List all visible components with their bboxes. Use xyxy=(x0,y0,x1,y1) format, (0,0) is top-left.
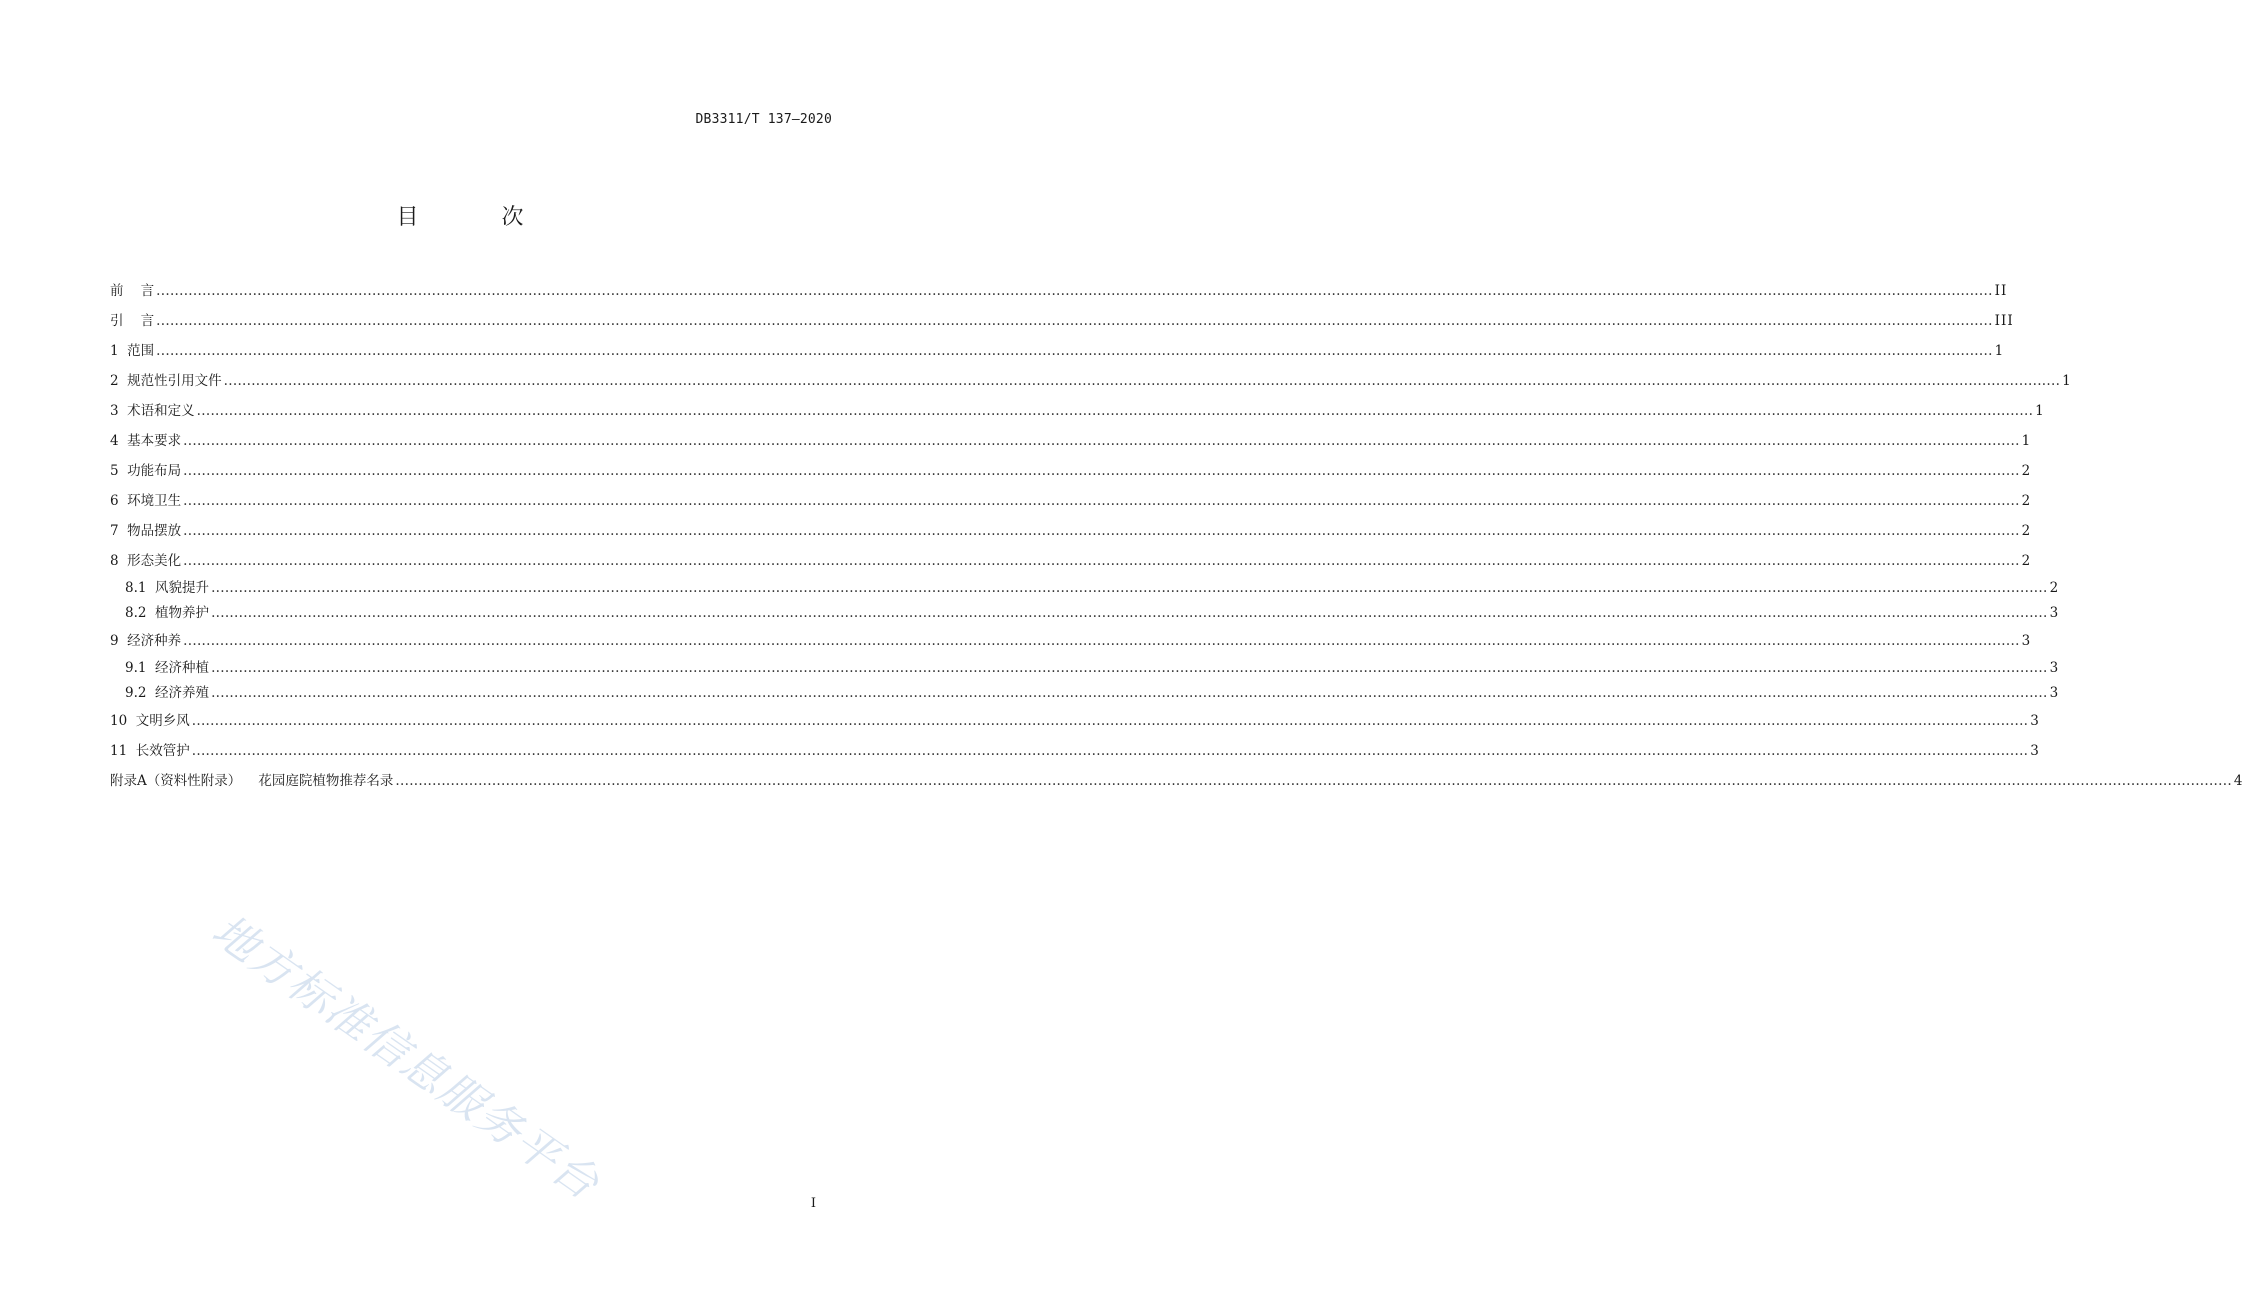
toc-entry-page: 3 xyxy=(2049,660,2060,676)
toc-entry-label: 引 言 xyxy=(110,313,155,329)
toc-entry-page: 1 xyxy=(2035,403,2045,419)
toc-entry[interactable] xyxy=(110,456,2032,486)
toc-entry[interactable] xyxy=(110,576,2060,601)
toc-entry-label: 10 文明乡风 xyxy=(110,713,190,729)
toc-entry-label: 6 环境卫生 xyxy=(110,493,182,509)
toc-entry-page: 3 xyxy=(2030,743,2040,759)
toc-entry-page: 1 xyxy=(2021,433,2032,449)
dot-leader: ................................................................................................................................................................................................................................................................................................................................................................................................................ xyxy=(156,343,1993,359)
toc-entry[interactable] xyxy=(110,366,2072,396)
toc-entry[interactable] xyxy=(110,656,2060,681)
toc-entry[interactable] xyxy=(110,516,2032,546)
table-of-contents xyxy=(110,276,2244,796)
dot-leader: ................................................................................................................................................................................................................................................................................................................................................................................................................ xyxy=(183,553,2020,569)
toc-entry-page: 1 xyxy=(1994,343,2005,359)
toc-entry[interactable] xyxy=(110,626,2032,656)
toc-entry-label: 3 术语和定义 xyxy=(110,403,195,419)
toc-entry[interactable] xyxy=(110,706,2040,736)
toc-entry[interactable] xyxy=(110,396,2045,426)
toc-entry-label: 4 基本要求 xyxy=(110,433,182,449)
toc-entry-label: 5 功能布局 xyxy=(110,463,182,479)
toc-entry[interactable] xyxy=(110,546,2032,576)
toc-entry[interactable] xyxy=(110,736,2040,766)
toc-entry-page: III xyxy=(1994,313,2014,329)
page-title: 目 次 xyxy=(396,205,562,230)
toc-entry-page: 4 xyxy=(2233,773,2244,789)
toc-entry-label: 前 言 xyxy=(110,283,155,299)
toc-entry[interactable] xyxy=(110,681,2060,706)
toc-entry-page: II xyxy=(1994,283,2008,299)
toc-entry-page: 2 xyxy=(2021,493,2032,509)
watermark: 地方标准信息服务平台 xyxy=(202,904,609,1211)
dot-leader: ................................................................................................................................................................................................................................................................................................................................................................................................................ xyxy=(191,713,2029,729)
toc-entry-label: 附录A（资料性附录） 花园庭院植物推荐名录 xyxy=(110,773,394,789)
toc-entry-label: 9 经济种养 xyxy=(110,633,182,649)
toc-entry-label: 11 长效管护 xyxy=(110,743,190,759)
dot-leader: ................................................................................................................................................................................................................................................................................................................................................................................................................ xyxy=(211,685,2048,701)
toc-entry-page: 2 xyxy=(2021,523,2032,539)
dot-leader: ................................................................................................................................................................................................................................................................................................................................................................................................................ xyxy=(183,433,2020,449)
dot-leader: ................................................................................................................................................................................................................................................................................................................................................................................................................ xyxy=(183,493,2020,509)
dot-leader: ................................................................................................................................................................................................................................................................................................................................................................................................................ xyxy=(211,605,2048,621)
dot-leader: ................................................................................................................................................................................................................................................................................................................................................................................................................ xyxy=(183,523,2020,539)
toc-entry[interactable] xyxy=(110,276,2008,306)
toc-entry-page: 3 xyxy=(2049,685,2060,701)
page-number: I xyxy=(810,1196,816,1211)
toc-entry-label: 9.1 经济种植 xyxy=(125,660,210,676)
toc-entry-label: 2 规范性引用文件 xyxy=(110,373,222,389)
toc-entry[interactable] xyxy=(110,426,2032,456)
dot-leader: ................................................................................................................................................................................................................................................................................................................................................................................................................ xyxy=(156,283,1993,299)
document-code: DB3311/T 137—2020 xyxy=(695,112,832,127)
dot-leader: ................................................................................................................................................................................................................................................................................................................................................................................................................ xyxy=(223,373,2061,389)
toc-entry-page: 3 xyxy=(2021,633,2032,649)
toc-entry-label: 8.1 风貌提升 xyxy=(125,580,210,596)
toc-entry-page: 2 xyxy=(2021,553,2032,569)
toc-entry[interactable] xyxy=(110,336,2005,366)
toc-entry-page: 2 xyxy=(2049,580,2060,596)
dot-leader: ................................................................................................................................................................................................................................................................................................................................................................................................................ xyxy=(211,580,2048,596)
toc-entry-label: 1 范围 xyxy=(110,343,155,359)
toc-entry-label: 9.2 经济养殖 xyxy=(125,685,210,701)
toc-entry-label: 7 物品摆放 xyxy=(110,523,182,539)
dot-leader: ................................................................................................................................................................................................................................................................................................................................................................................................................ xyxy=(196,403,2034,419)
toc-entry[interactable] xyxy=(110,486,2032,516)
toc-entry-label: 8.2 植物养护 xyxy=(125,605,210,621)
dot-leader: ................................................................................................................................................................................................................................................................................................................................................................................................................ xyxy=(183,633,2020,649)
dot-leader: ................................................................................................................................................................................................................................................................................................................................................................................................................ xyxy=(211,660,2048,676)
toc-entry-page: 1 xyxy=(2062,373,2072,389)
dot-leader: ................................................................................................................................................................................................................................................................................................................................................................................................................ xyxy=(395,773,2232,789)
toc-entry-page: 3 xyxy=(2030,713,2040,729)
toc-entry-label: 8 形态美化 xyxy=(110,553,182,569)
toc-entry[interactable] xyxy=(110,766,2244,796)
toc-entry[interactable] xyxy=(110,601,2060,626)
toc-entry-page: 2 xyxy=(2021,463,2032,479)
dot-leader: ................................................................................................................................................................................................................................................................................................................................................................................................................ xyxy=(183,463,2020,479)
dot-leader: ................................................................................................................................................................................................................................................................................................................................................................................................................ xyxy=(156,313,1993,329)
toc-entry-page: 3 xyxy=(2049,605,2060,621)
toc-entry[interactable] xyxy=(110,306,2014,336)
dot-leader: ................................................................................................................................................................................................................................................................................................................................................................................................................ xyxy=(191,743,2029,759)
